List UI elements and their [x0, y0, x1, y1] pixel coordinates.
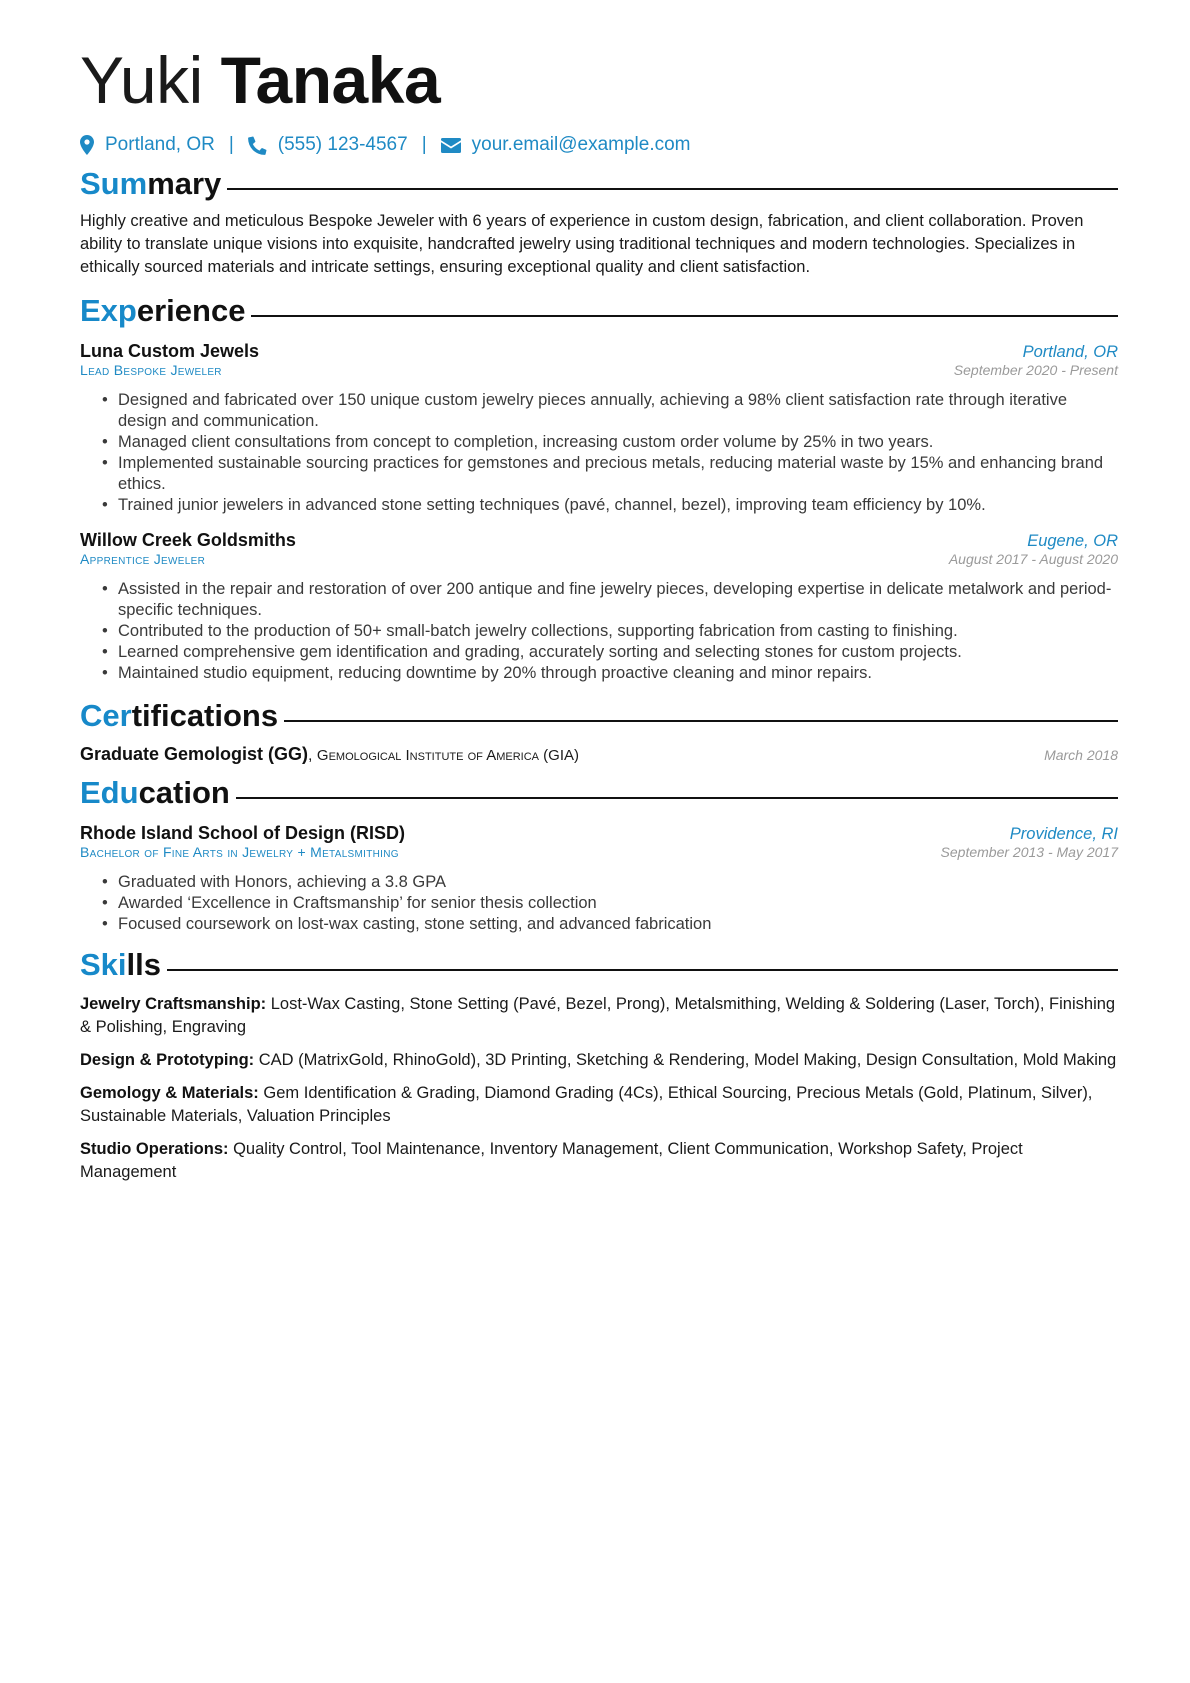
job-location: Portland, OR [1022, 343, 1118, 361]
email-text: your.email@example.com [471, 134, 691, 155]
contact-separator: | [228, 134, 234, 155]
contact-phone[interactable] [248, 134, 408, 156]
section-rule [167, 969, 1118, 971]
section-title-accent: Exp [80, 293, 137, 328]
resume-page [80, 0, 1118, 1184]
section-title-accent: Ski [80, 947, 127, 982]
education-entry [80, 823, 1118, 935]
company-name: Luna Custom Jewels [80, 341, 260, 361]
degree-name: Bachelor of Fine Arts in Jewelry + Metalsmithing [80, 844, 399, 860]
certification-date: March 2018 [1044, 747, 1118, 763]
section-title-rest: tifications [131, 698, 279, 733]
section-title-rest: lls [126, 947, 161, 982]
skill-label: Design & Prototyping: [80, 1051, 255, 1069]
section-title [80, 166, 221, 202]
job-dates: August 2017 - August 2020 [948, 551, 1118, 567]
bullet-item: • Learned comprehensive gem identification and grading, accurately sorting and selecting stones for custom projects. [80, 642, 1118, 663]
job-title: Lead Bespoke Jeweler [80, 362, 222, 378]
section-rule [284, 720, 1118, 722]
education-heading [80, 775, 1118, 811]
job-bullets [80, 390, 1118, 516]
contact-separator: | [421, 134, 427, 155]
section-title-rest: erience [136, 293, 246, 328]
experience-entry [80, 341, 1118, 516]
experience-entry [80, 530, 1118, 684]
experience-heading [80, 293, 1118, 329]
bullet-item: • Trained junior jewelers in advanced stone setting techniques (pavé, channel, bezel), improving team efficiency by 10%. [80, 495, 1118, 516]
skills-heading [80, 947, 1118, 983]
job-bullets [80, 579, 1118, 684]
skill-text: CAD (MatrixGold, RhinoGold), 3D Printing, Sketching & Rendering, Model Making, Design Consultation, Mold Making [258, 1051, 1117, 1069]
skill-text: Lost-Wax Casting, Stone Setting (Pavé, Bezel, Prong), Metalsmithing, Welding & Soldering (Laser, Torch), Finishing & Polishing, Engraving [80, 995, 1116, 1036]
envelope-icon [441, 138, 472, 153]
skill-label: Studio Operations: [80, 1140, 229, 1158]
bullet-item: • Assisted in the repair and restoration of over 200 antique and fine jewelry pieces, developing expertise in delicate metalwork and period-specific techniques. [80, 579, 1118, 621]
certification-issuer: Gemological Institute of America (GIA) [316, 747, 580, 764]
section-rule [251, 315, 1118, 317]
section-title-rest: cation [138, 775, 230, 810]
skill-group [80, 1138, 1118, 1184]
certification-name: Graduate Gemologist (GG) [80, 744, 309, 764]
skill-group [80, 1049, 1118, 1072]
job-dates: September 2020 - Present [953, 362, 1118, 378]
certification-comma: , [308, 747, 317, 764]
job-title: Apprentice Jeweler [80, 551, 206, 567]
summary-text: Highly creative and meticulous Bespoke Jeweler with 6 years of experience in custom design, fabrication, and client collaboration. Proven ability to translate unique visions into exquisite, handcrafted jewelry using traditional techniques and modern technologies. Specializes in ethically sourced materials and intricate settings, ensuring exceptional quality and client satisfaction. [80, 212, 1084, 276]
bullet-item: • Maintained studio equipment, reducing downtime by 20% through proactive cleaning and minor repairs. [80, 663, 1118, 684]
contact-bar [80, 126, 1118, 164]
contact-email[interactable] [441, 134, 691, 156]
section-title-accent: Edu [80, 775, 139, 810]
certifications-heading [80, 698, 1118, 734]
bullet-item: • Focused coursework on lost-wax casting, stone setting, and advanced fabrication [80, 914, 1118, 935]
section-title [80, 775, 230, 811]
location-text: Portland, OR [105, 134, 215, 155]
section-title [80, 293, 245, 329]
contact-location [80, 134, 215, 156]
skill-label: Jewelry Craftsmanship: [80, 995, 267, 1013]
phone-text: (555) 123-4567 [277, 134, 408, 155]
map-pin-icon [80, 135, 105, 155]
bullet-item: • Managed client consultations from concept to completion, increasing custom order volume by 25% in two years. [80, 432, 1118, 453]
bullet-item: • Awarded ‘Excellence in Craftsmanship’ for senior thesis collection [80, 893, 1118, 914]
skill-label: Gemology & Materials: [80, 1084, 259, 1102]
first-name: Yuki [80, 43, 203, 117]
section-title-rest: mary [147, 166, 222, 201]
education-bullets [80, 872, 1118, 935]
school-name: Rhode Island School of Design (RISD) [80, 823, 406, 843]
skill-text: Gem Identification & Grading, Diamond Grading (4Cs), Ethical Sourcing, Precious Metals (Gold, Platinum, Silver), Sustainable Materials, Valuation Principles [80, 1084, 1093, 1125]
last-name: Tanaka [220, 43, 441, 117]
phone-icon [248, 136, 278, 155]
job-location: Eugene, OR [1027, 532, 1118, 550]
section-rule [236, 797, 1118, 799]
candidate-name [80, 0, 1118, 118]
certification-entry [80, 744, 1118, 765]
section-title-accent: Cer [80, 698, 132, 733]
section-rule [227, 188, 1118, 190]
company-name: Willow Creek Goldsmiths [80, 530, 296, 550]
summary-heading [80, 166, 1118, 202]
bullet-item: • Designed and fabricated over 150 unique custom jewelry pieces annually, achieving a 98% client satisfaction rate through iterative design and communication. [80, 390, 1118, 432]
section-title [80, 947, 161, 983]
bullet-item: • Implemented sustainable sourcing practices for gemstones and precious metals, reducing material waste by 15% and enhancing brand ethics. [80, 453, 1118, 495]
bullet-item: • Contributed to the production of 50+ small-batch jewelry collections, supporting fabrication from casting to finishing. [80, 621, 1118, 642]
skill-group [80, 993, 1118, 1039]
section-title-accent: Sum [80, 166, 148, 201]
skill-group [80, 1082, 1118, 1128]
education-dates: September 2013 - May 2017 [940, 844, 1118, 860]
skill-text: Quality Control, Tool Maintenance, Inventory Management, Client Communication, Workshop Safety, Project Management [80, 1140, 1023, 1181]
section-title [80, 698, 278, 734]
bullet-item: • Graduated with Honors, achieving a 3.8 GPA [80, 872, 1118, 893]
school-location: Providence, RI [1009, 825, 1118, 843]
